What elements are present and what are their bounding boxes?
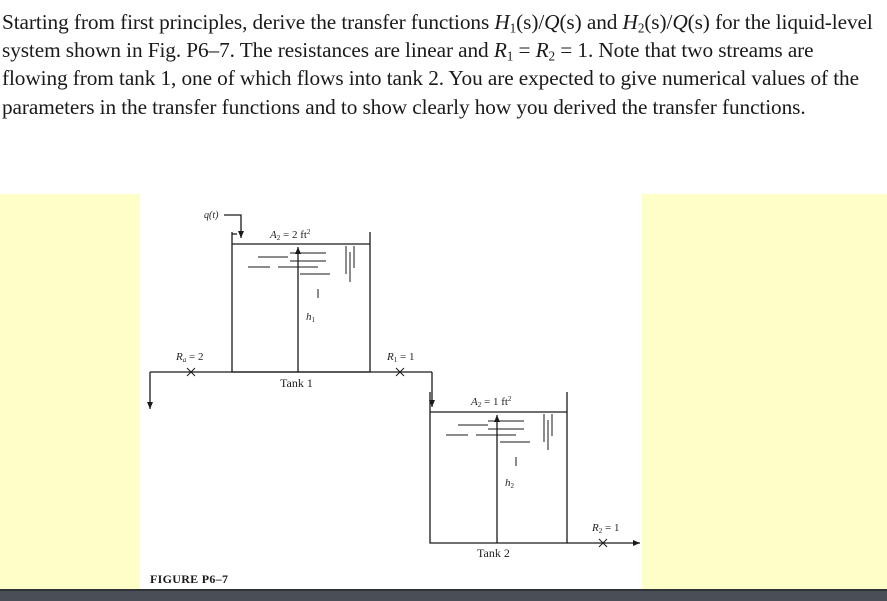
liquid-level-diagram [140, 194, 642, 589]
subscript-2: 2 [637, 20, 645, 36]
left-highlight-panel [0, 194, 140, 589]
tank-1-height-label: h1 [306, 311, 315, 324]
s-paren: (s)/ [516, 10, 545, 34]
s-paren-4: (s) [687, 10, 710, 34]
tank-1-name: Tank 1 [280, 376, 313, 390]
right-highlight-panel [642, 194, 887, 589]
tank-2-area-label: A2 = 1 $ft^2$ [471, 395, 512, 409]
q-symbol-2: Q [672, 10, 688, 34]
problem-text-1: Starting from first principles, derive the transfer functions [2, 10, 495, 34]
subscript-2b: 2 [548, 48, 556, 64]
figure-caption: FIGURE P6–7 [150, 572, 229, 586]
bottom-bar-line [0, 589, 887, 591]
subscript-1: 1 [509, 20, 517, 36]
s-paren-3: (s)/ [644, 10, 673, 34]
problem-text-2: for the liquid-level system shown in Fig. P6–7. The resistances are linear and [2, 10, 873, 63]
tank-2-name: Tank 2 [477, 546, 510, 560]
h-symbol-2: H [622, 10, 638, 34]
figure-band [0, 194, 887, 589]
problem-statement [2, 8, 882, 121]
equals: = [513, 38, 536, 63]
problem-text-3: = 1. Note that two streams are flowing from tank 1, one of which flows into tank 2. You are expected to give numerical values of the parameters in the transfer functions and to show clearly how you derived the transfer functions. [2, 38, 859, 119]
subscript-1b: 1 [506, 48, 514, 64]
tank-2-walls [430, 392, 567, 543]
r1-label: R1 = 1 [387, 351, 415, 364]
inflow-label: q(t) [204, 210, 219, 221]
tank-2-height-label: h2 [505, 477, 514, 490]
r2-label: R2 = 1 [592, 522, 620, 535]
figure-area [140, 194, 642, 589]
r-symbol: R [493, 38, 507, 63]
tank-1-area-label: A2 = 2 $ft^2$ [270, 228, 311, 242]
h-symbol: H [494, 10, 510, 34]
q-symbol: Q [544, 10, 560, 34]
and-text: and [581, 10, 623, 34]
ra-label: Ra = 2 [176, 351, 204, 364]
s-paren-2: (s) [559, 10, 582, 34]
r-symbol-2: R [535, 38, 549, 63]
tank-1-water-hatching [248, 246, 354, 298]
tank-2-water-hatching [446, 414, 552, 466]
